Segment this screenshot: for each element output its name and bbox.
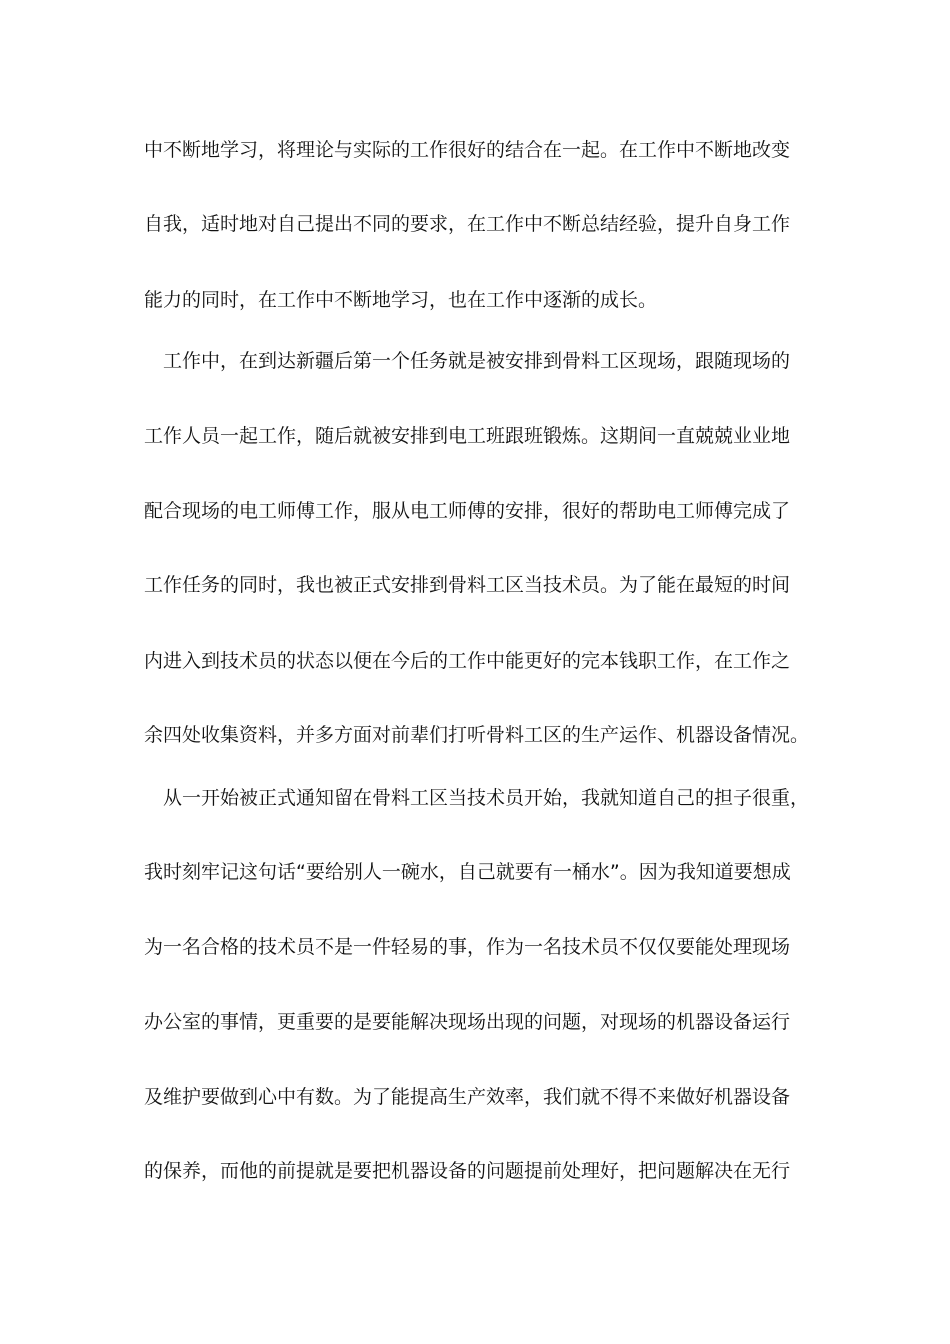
text-line: 能力的同时，在工作中不断地学习，也在工作中逐渐的成长。 — [144, 289, 658, 311]
text-line: 我时刻牢记这句话“要给别人一碗水，自己就要有一桶水”。因为我知道要想成 — [144, 861, 791, 883]
text-line: 自我，适时地对自己提出不同的要求，在工作中不断总结经验，提升自身工作 — [144, 213, 791, 235]
text-line: 及维护要做到心中有数。为了能提高生产效率，我们就不得不来做好机器设备 — [144, 1086, 791, 1108]
text-line: 配合现场的电工师傅工作，服从电工师傅的安排，很好的帮助电工师傅完成了 — [144, 500, 791, 522]
text-line: 工作任务的同时，我也被正式安排到骨料工区当技术员。为了能在最短的时间 — [144, 574, 791, 596]
text-line: 中不断地学习，将理论与实际的工作很好的结合在一起。在工作中不断地改变 — [144, 139, 791, 161]
text-line: 内进入到技术员的状态以便在今后的工作中能更好的完本钱职工作，在工作之 — [144, 650, 791, 672]
text-line: 的保养，而他的前提就是要把机器设备的问题提前处理好，把问题解决在无行 — [144, 1160, 791, 1182]
text-line: 工作中，在到达新疆后第一个任务就是被安排到骨料工区现场，跟随现场的 — [144, 350, 791, 372]
text-line: 工作人员一起工作，随后就被安排到电工班跟班锻炼。这期间一直兢兢业业地 — [144, 425, 791, 447]
text-line: 办公室的事情，更重要的是要能解决现场出现的问题，对现场的机器设备运行 — [144, 1011, 791, 1033]
text-line: 从一开始被正式通知留在骨料工区当技术员开始，我就知道自己的担子很重， — [144, 787, 810, 809]
text-line: 余四处收集资料，并多方面对前辈们打听骨料工区的生产运作、机器设备情况。 — [144, 724, 810, 746]
text-line: 为一名合格的技术员不是一件轻易的事，作为一名技术员不仅仅要能处理现场 — [144, 936, 791, 958]
